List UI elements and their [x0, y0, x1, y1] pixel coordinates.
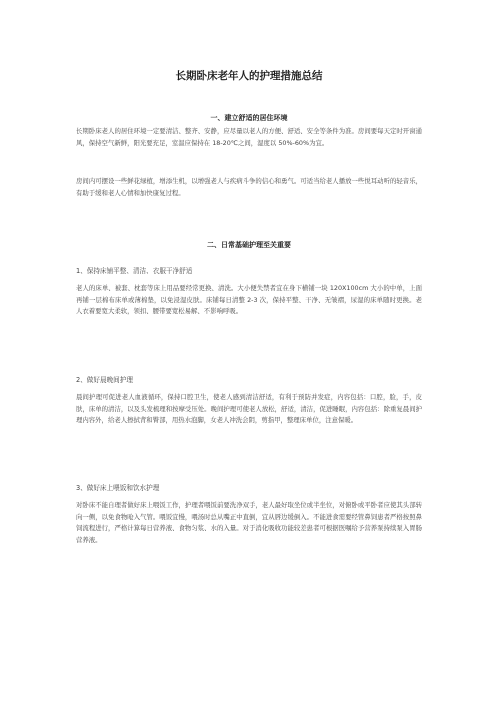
paragraph-bedding: 老人的床单、被套、枕套等床上用品要经常更换、清洗。大小便失禁者宜在身下横铺一块 120X100cm 大小的中单，上面再铺一层棉布床单或薄棉垫，以免浸湿皮肤。床铺每日清整 2-3 次，保持平整、干净、无皱褶，尿湿的床单随时更换。老人衣着要宽大柔软，领扣、腰带要宽松易解、不影响呼吸。	[76, 284, 422, 316]
section-heading-environment: 一、建立舒适的居住环境	[210, 114, 288, 122]
paragraph-morning-evening-care: 晨间护理可促进老人血液循环，保持口腔卫生，使老人感到清洁舒适，有利于预防并发症，内容包括：口腔，脸，手，皮肤，床单的清洁，以及头发梳理和按摩受压处。晚间护理可使老人放松，舒适，清洁，促进睡眠，内容包括：除重复晨间护理内容外，给老人擦拭背和臀部，用热水泡脚，女老人冲洗会阴，剪指甲，整理床单位，注意保暖。	[76, 393, 422, 425]
section-heading-basic-care: 二、日常基础护理至关重要	[207, 241, 291, 249]
document-title: 长期卧床老年人的护理措施总结	[175, 70, 323, 82]
paragraph-environment-2: 房间内可摆设一些鲜花绿植，增添生机，以增强老人与疾病斗争的信心和勇气。可适当给老人播放一些悦耳动听的轻音乐，有助于缓和老人心情和加快康复过程。	[76, 177, 422, 197]
subheading-bedding: 1、保持床铺平整、清洁、衣服干净舒适	[76, 267, 193, 275]
subheading-morning-evening-care: 2、做好晨晚间护理	[76, 376, 133, 384]
subheading-feeding: 3、做好床上喂饭和饮水护理	[76, 484, 160, 492]
paragraph-environment-1: 长期卧床老人的居住环境一定要清洁、整齐、安静，应尽量以老人的方便、舒适、安全等条件为准。房间要每天定时开窗通风，保持空气新鲜，阳光要充足，室温应保持在 18-20℃之间，湿度以 50%-60%为宜。	[76, 127, 422, 147]
paragraph-feeding: 对卧床不能自理者做好床上喂饭工作，护理者喂饭前要洗净双手，老人最好取坐位或半坐位，对俯卧或平卧者应使其头部转向一侧，以免食物呛入气管。喂饭宜慢，喂汤时总从嘴正中直倒，宜从唇边缓倒入。不能进食需要经管鼻饲患者严格按照鼻饲流程进行，严格计算每日营养液、食物匀浆、水的入量。对于消化吸收功能较差患者可根据医嘱给予营养泵持续泵入胃肠营养液。	[76, 501, 422, 544]
